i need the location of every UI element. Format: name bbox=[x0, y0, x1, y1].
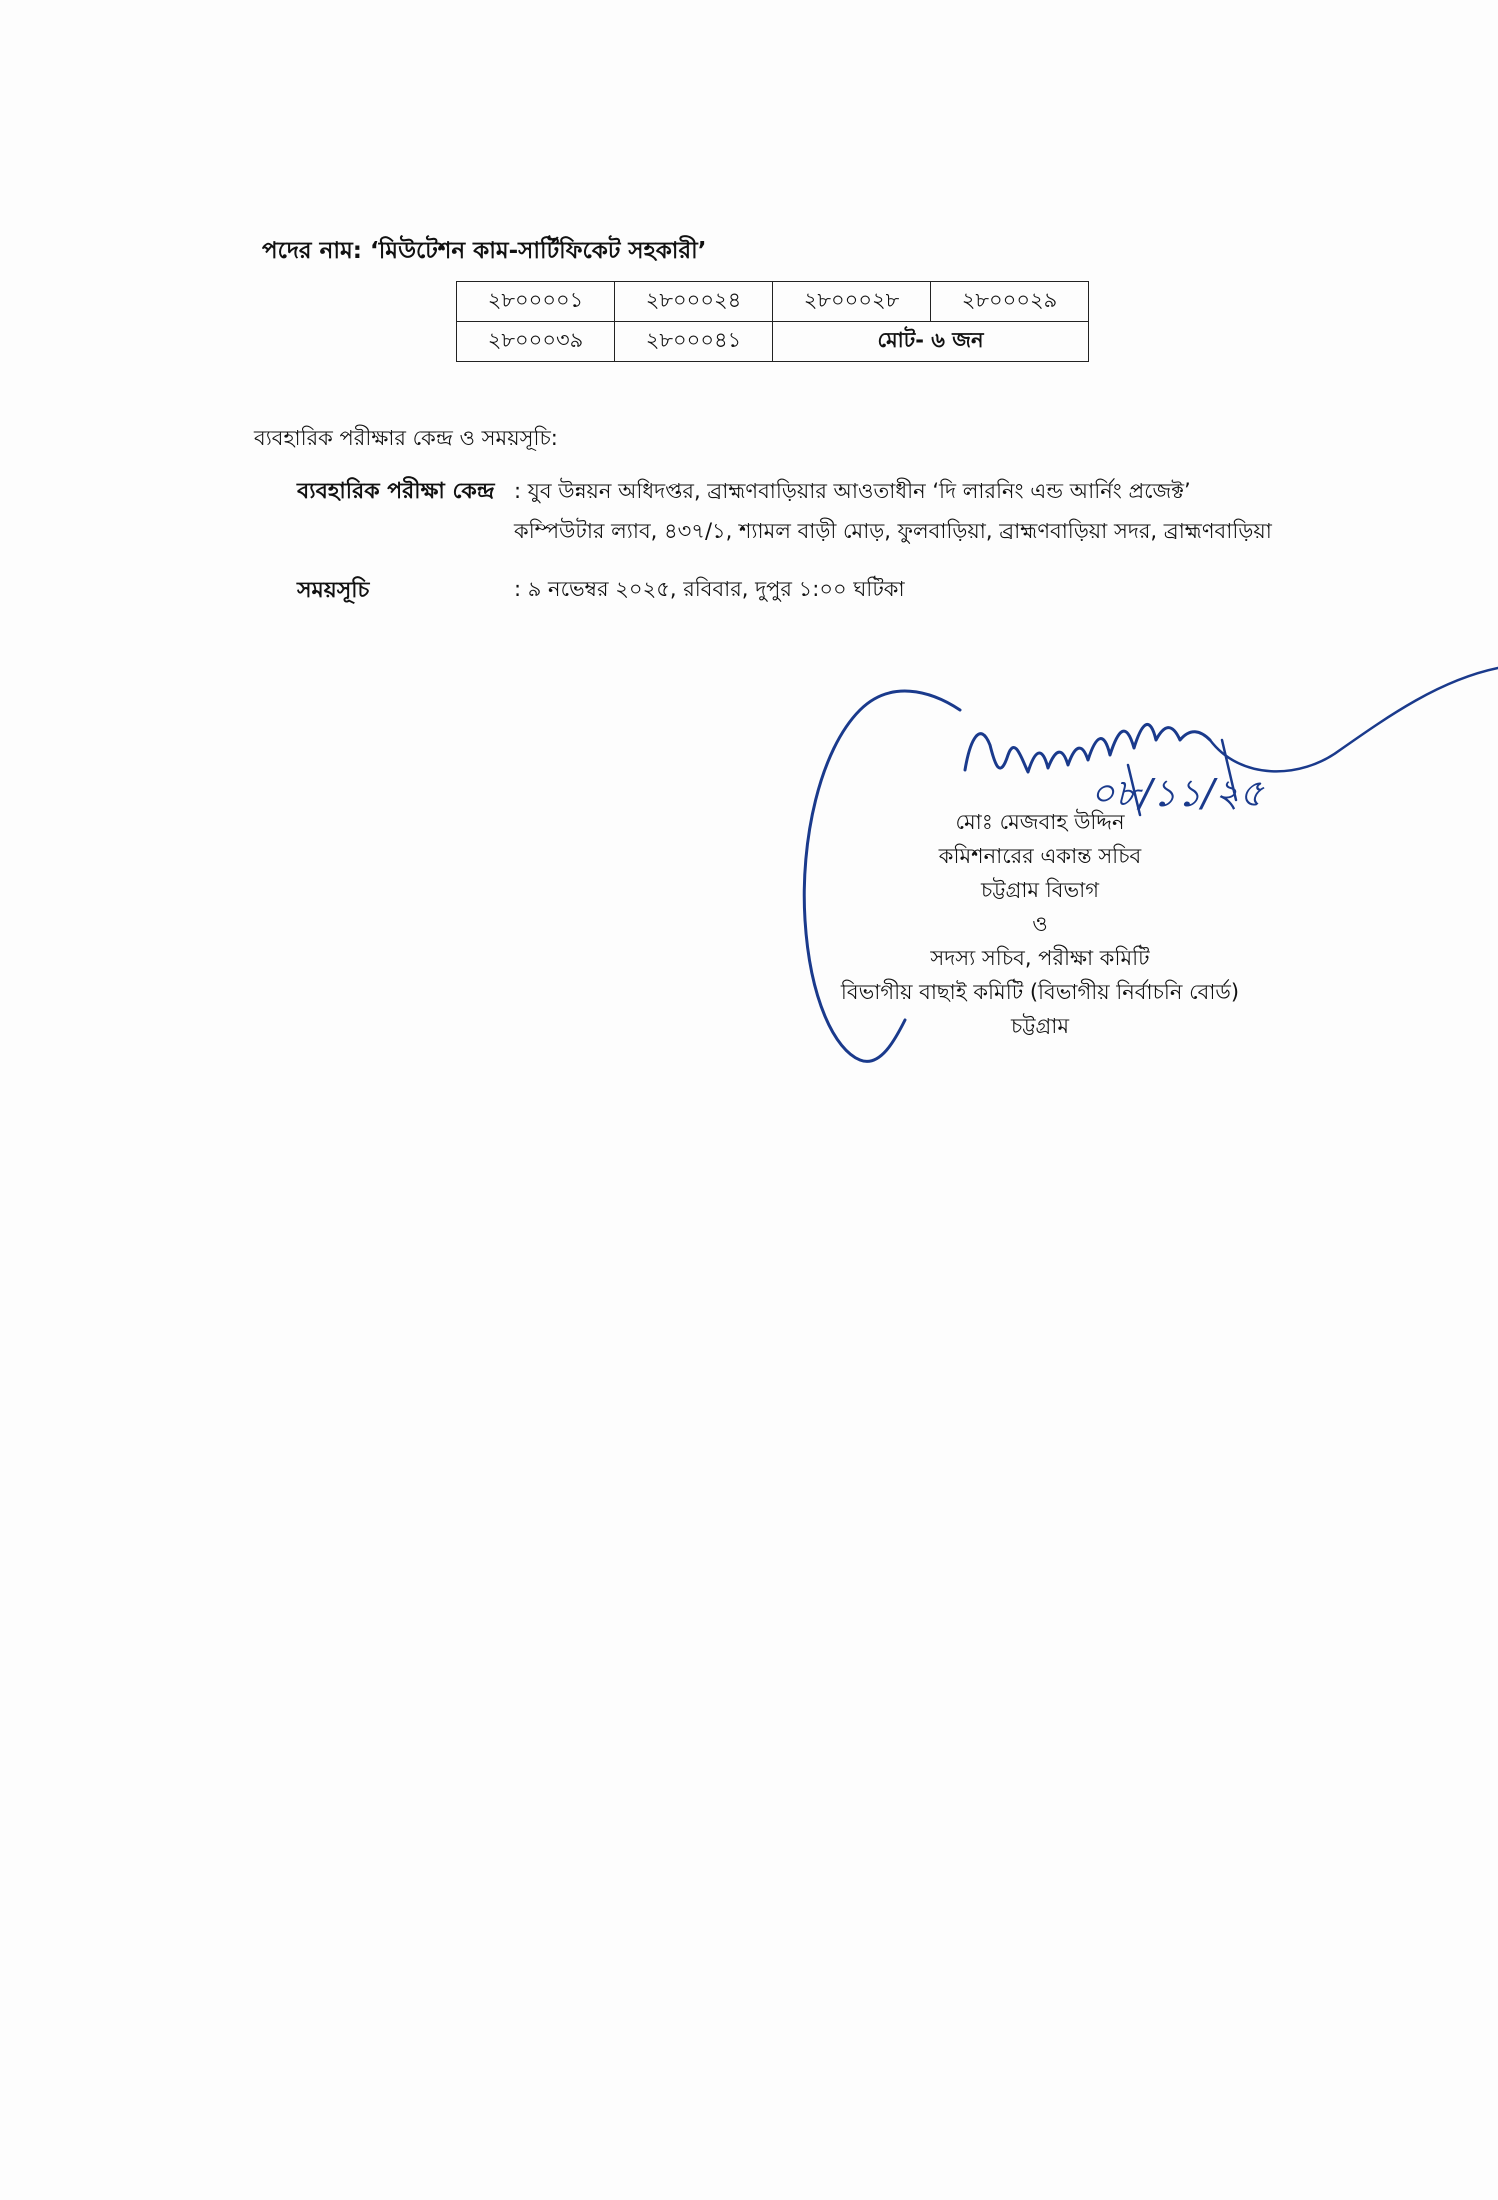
roll-cell: ২৮০০০২৯ bbox=[931, 282, 1089, 322]
venue-line-1: : যুব উন্নয়ন অধিদপ্তর, ব্রাহ্মণবাড়িয়ার আওতাধীন ‘দি লারনিং এন্ড আর্নিং প্রজেক্ট’ bbox=[514, 479, 1191, 503]
post-name: ‘মিউটেশন কাম-সার্টিফিকেট সহকারী’ bbox=[369, 238, 707, 264]
time-label: সময়সূচি bbox=[297, 578, 370, 603]
signatory-title-1: কমিশনারের একান্ত সচিব bbox=[938, 844, 1142, 868]
total-cell: মোট- ৬ জন bbox=[773, 322, 1089, 362]
signatory-block bbox=[780, 805, 1300, 1043]
post-label: পদের নাম: bbox=[262, 238, 362, 264]
signature-date: ০৮/১১/২৫ bbox=[1090, 771, 1264, 815]
roll-cell: ২৮০০০২৮ bbox=[773, 282, 931, 322]
roll-cell: ২৮০০০০১ bbox=[457, 282, 615, 322]
signatory-title-2: সদস্য সচিব, পরীক্ষা কমিটি bbox=[930, 946, 1150, 970]
schedule-heading: ব্যবহারিক পরীক্ষার কেন্দ্র ও সময়সূচি: bbox=[254, 426, 558, 450]
roll-cell: ২৮০০০৩৯ bbox=[457, 322, 615, 362]
signatory-conjunction: ও bbox=[1032, 912, 1048, 936]
roll-cell: ২৮০০০৪১ bbox=[615, 322, 773, 362]
signatory-city: চট্টগ্রাম bbox=[1010, 1014, 1070, 1038]
time-value: : ৯ নভেম্বর ২০২৫, রবিবার, দুপুর ১:০০ ঘটিকা bbox=[514, 577, 905, 601]
venue-line-2: কম্পিউটার ল্যাব, ৪৩৭/১, শ্যামল বাড়ী মোড়, ফুলবাড়িয়া, ব্রাহ্মণবাড়িয়া সদর, ব্রাহ্মণবাড়িয়া bbox=[514, 519, 1272, 543]
venue-label: ব্যবহারিক পরীক্ষা কেন্দ্র bbox=[297, 479, 495, 504]
roll-cell: ২৮০০০২৪ bbox=[615, 282, 773, 322]
signatory-committee: বিভাগীয় বাছাই কমিটি (বিভাগীয় নির্বাচনি বোর্ড) bbox=[840, 980, 1240, 1004]
signatory-name: মোঃ মেজবাহ উদ্দিন bbox=[955, 810, 1125, 834]
signatory-division: চট্টগ্রাম বিভাগ bbox=[981, 878, 1099, 902]
